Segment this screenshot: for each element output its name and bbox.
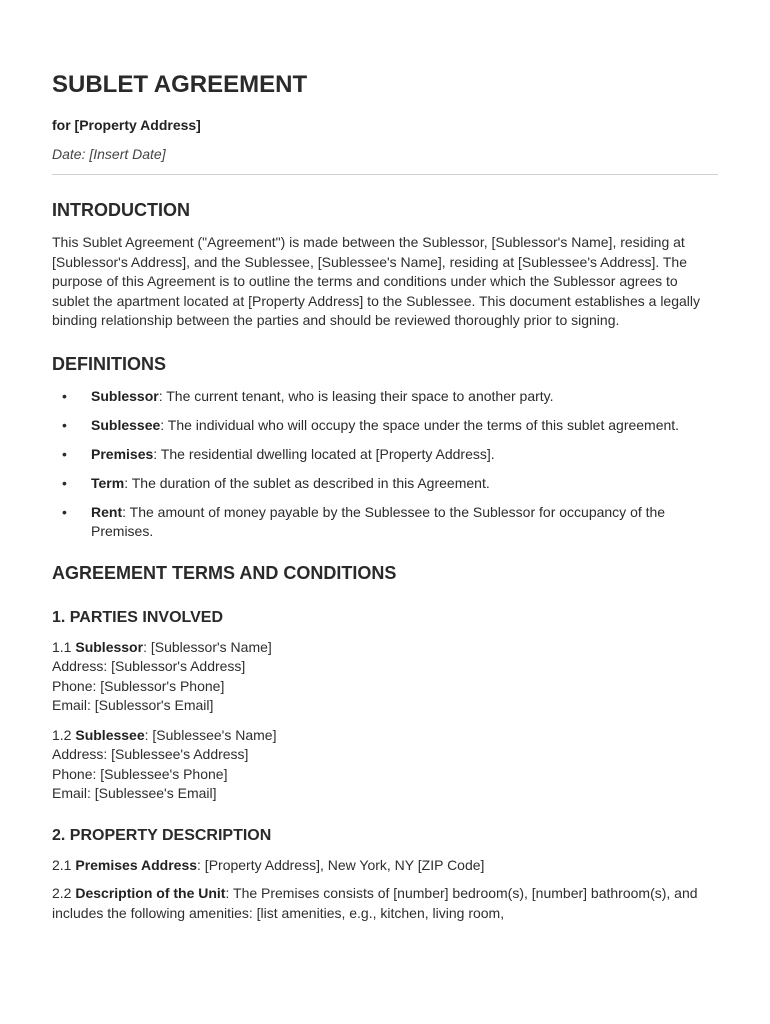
clause-number: 2.1 (52, 856, 76, 873)
unit-description-text: : The Premises consists of [number] bedroom(s), [number] bathroom(s), and includes the following amenities: [list amenities, e.g., kitchen, living room, (52, 885, 698, 921)
definition-item (52, 474, 718, 494)
sublessee-phone: Phone: [Sublessee's Phone] (52, 765, 228, 782)
sublessor-address: Address: [Sublessor's Address] (52, 658, 246, 674)
sublessee-name: : [Sublessee's Name] (144, 726, 277, 743)
document-content (52, 70, 718, 923)
introduction-paragraph: This Sublet Agreement ("Agreement") is made between the Sublessor, [Sublessor's Name], residing at [Sublessor's Address], and the Sublessee, [Sublessee's Name], residing at [Sublessee's Address]. The purpose of this Agreement is to outline the terms and conditions under which the Sublessor agrees to sublet the apartment located at [Property Address] to the Sublessee. This document establishes a legally binding relationship between the parties and should be reviewed thoroughly prior to signing. (52, 234, 701, 328)
definition-text: : The residential dwelling located at [Property Address]. (153, 445, 495, 462)
document-title: SUBLET AGREEMENT (52, 71, 308, 98)
bullet-icon: • (62, 387, 67, 404)
unit-description-clause (52, 884, 718, 923)
sublessor-block (52, 638, 718, 716)
sublessee-address: Address: [Sublessee's Address] (52, 746, 249, 762)
sublessee-label: Sublessee (75, 726, 145, 743)
property-heading: 2. PROPERTY DESCRIPTION (52, 826, 272, 844)
premises-address-clause (52, 856, 718, 876)
sublessor-email: Email: [Sublessor's Email] (52, 697, 214, 713)
sublessor-name: : [Sublessor's Name] (143, 638, 272, 655)
definition-text: : The current tenant, who is leasing their space to another party. (158, 387, 554, 404)
sublessor-phone: Phone: [Sublessor's Phone] (52, 677, 225, 694)
definition-term: Term (91, 474, 125, 491)
definition-term: Sublessor (91, 387, 159, 404)
premises-address-text: : [Property Address], New York, NY [ZIP Code] (197, 856, 485, 873)
unit-description-label: Description of the Unit (75, 885, 226, 901)
sublessor-line (52, 638, 718, 658)
definition-item (52, 503, 718, 542)
bullet-icon: • (62, 416, 67, 433)
document-date: Date: [Insert Date] (52, 146, 166, 162)
sublessee-line (52, 726, 718, 746)
header-divider (52, 174, 718, 175)
definition-term: Sublessee (91, 416, 161, 433)
clause-number: 1.2 (52, 726, 76, 743)
sublessor-label: Sublessor (75, 638, 144, 655)
bullet-icon: • (62, 445, 67, 462)
document-subtitle: for [Property Address] (52, 117, 201, 133)
definition-term: Rent (91, 503, 123, 520)
terms-heading: AGREEMENT TERMS AND CONDITIONS (52, 562, 397, 583)
definition-text: : The individual who will occupy the space under the terms of this sublet agreement. (160, 416, 680, 433)
premises-address-label: Premises Address (75, 856, 198, 873)
bullet-icon: • (62, 474, 67, 491)
definition-text: : The duration of the sublet as described in this Agreement. (124, 474, 490, 491)
definitions-list (52, 387, 718, 542)
definition-text: : The amount of money payable by the Sublessee to the Sublessor for occupancy of the Premises. (91, 503, 666, 539)
definition-item (52, 416, 718, 436)
clause-number: 2.2 (52, 885, 76, 901)
bullet-icon: • (62, 503, 67, 520)
clause-number: 1.1 (52, 638, 76, 655)
definitions-heading: DEFINITIONS (52, 353, 167, 374)
definition-item (52, 387, 718, 407)
sublessee-block (52, 726, 718, 804)
definition-item (52, 445, 718, 465)
parties-heading: 1. PARTIES INVOLVED (52, 608, 223, 626)
introduction-heading: INTRODUCTION (52, 200, 190, 220)
definition-term: Premises (91, 445, 154, 462)
sublessee-email: Email: [Sublessee's Email] (52, 785, 217, 801)
